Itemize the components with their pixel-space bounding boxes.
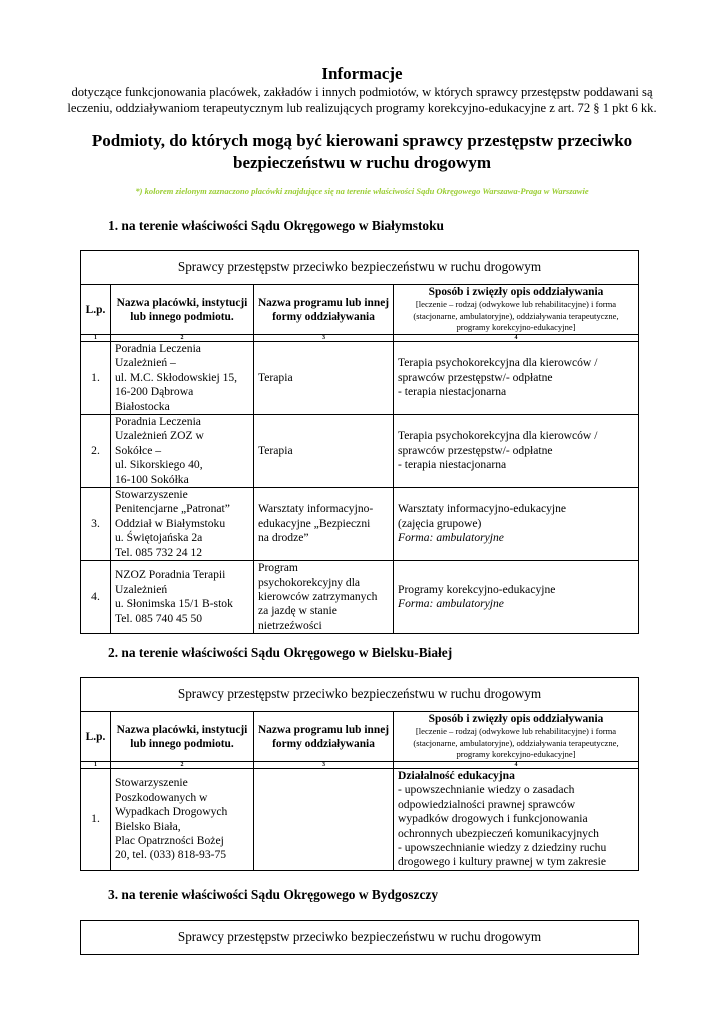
subtitle-line: dotyczące funkcjonowania placówek, zakładów i innych podmiotów, w których sprawcy przestępstw poddawani są (71, 85, 653, 99)
col-number: 4 (394, 762, 639, 769)
table-row (81, 769, 639, 871)
name-line: 20, tel. (033) 818-93-75 (115, 848, 227, 862)
program-line: na drodze” (258, 531, 309, 545)
name-line: Wypadkach Drogowych (115, 805, 228, 819)
table-bydgoszcz (80, 920, 639, 955)
method-heading: Działalność edukacyjna (398, 769, 515, 782)
row-lp: 1. (81, 342, 111, 415)
section-title-line: Podmioty, do których mogą być kierowani sprawcy przestępstw przeciwko (91, 131, 633, 150)
facility-name (111, 769, 254, 871)
table-bielsko (80, 677, 639, 871)
table-row (81, 561, 639, 634)
method-line: - upowszechnianie wiedzy o zasadach (398, 783, 575, 797)
col-header-method-title: Sposób i zwięzły opis oddziaływania (428, 713, 604, 726)
table-row (81, 415, 639, 488)
program-name (254, 488, 394, 561)
method-line: Terapia psychokorekcyjna dla kierowców / (398, 356, 598, 370)
method-description (394, 488, 639, 561)
method-line: odpowiedzialności prawnej sprawców (398, 797, 576, 811)
method-line: wypadków drogowych i funkcjonowania (398, 812, 588, 826)
table-caption: Sprawcy przestępstw przeciwko bezpieczeństwu w ruchu drogowym (81, 678, 639, 712)
color-legend-note: *) kolorem zielonym zaznaczono placówki znajdujące się na terenie właściwości Sądu Okręgowego Warszawa-Praga w Warszawie (135, 186, 589, 196)
program-line: Warsztaty informacyjno- (258, 502, 374, 516)
col-header-program: Nazwa programu lub innej formy oddziaływania (254, 285, 394, 335)
program-line: psychokorekcyjny dla (258, 575, 361, 589)
program-line: nietrzeźwości (258, 618, 322, 632)
program-name (254, 342, 394, 415)
name-line: Białostocka (115, 399, 170, 413)
col-header-lp: L.p. (81, 712, 111, 762)
subtitle-line: leczeniu, oddziaływaniom terapeutycznym lub realizujących programy korekcyjno-edukacyjne z art. 72 § 1 pkt 6 kk. (67, 101, 657, 115)
method-line: - terapia niestacjonarna (398, 385, 507, 399)
table-caption: Sprawcy przestępstw przeciwko bezpieczeństwu w ruchu drogowym (81, 921, 639, 955)
method-description (394, 342, 639, 415)
row-lp: 4. (81, 561, 111, 634)
row-lp: 3. (81, 488, 111, 561)
program-line: Program (258, 561, 298, 575)
name-line: u. Świętojańska 2a (115, 531, 203, 545)
row-lp: 1. (81, 769, 111, 871)
method-line: sprawców przestępstw/- odpłatne (398, 370, 553, 384)
col-header-name: Nazwa placówki, instytucji lub innego podmiotu. (111, 712, 254, 762)
name-line: Plac Opatrzności Bożej (115, 833, 224, 847)
method-line: - terapia niestacjonarna (398, 458, 507, 472)
name-line: ul. M.C. Skłodowskiej 15, (115, 370, 238, 384)
name-line: Poszkodowanych w (115, 790, 208, 804)
facility-name (111, 342, 254, 415)
table-bialystok (80, 250, 639, 634)
method-line: Terapia psychokorekcyjna dla kierowców / (398, 429, 598, 443)
name-line: ul. Sikorskiego 40, (115, 458, 203, 472)
method-line: ochronnych ubezpieczeń komunikacyjnych (398, 826, 599, 840)
facility-name (111, 561, 254, 634)
program-name (254, 415, 394, 488)
name-line: NZOZ Poradnia Terapii (115, 568, 226, 582)
method-line: sprawców przestępstw/- odpłatne (398, 443, 553, 457)
program-name (254, 769, 394, 871)
col-number: 1 (81, 335, 111, 342)
section-title-line: bezpieczeństwu w ruchu drogowym (233, 153, 491, 172)
name-line: Stowarzyszenie (115, 488, 188, 502)
name-line: Poradnia Leczenia (115, 415, 201, 429)
region-heading-bialystok: 1. na terenie właściwości Sądu Okręgowego w Białymstoku (108, 218, 445, 233)
name-line: u. Słonimska 15/1 B-stok (115, 597, 233, 611)
col-header-method (394, 712, 639, 762)
region-heading-bydgoszcz: 3. na terenie właściwości Sądu Okręgowego w Bydgoszczy (108, 887, 439, 902)
facility-name (111, 488, 254, 561)
program-line: edukacyjne „Bezpieczni (258, 516, 371, 530)
name-line: 16-200 Dąbrowa (115, 385, 194, 399)
method-description (394, 415, 639, 488)
name-line: Poradnia Leczenia (115, 342, 201, 355)
document-subtitle (0, 84, 724, 116)
method-line: Programy korekcyjno-edukacyjne (398, 582, 556, 596)
col-header-name: Nazwa placówki, instytucji lub innego podmiotu. (111, 285, 254, 335)
col-number: 3 (254, 335, 394, 342)
col-number: 2 (111, 335, 254, 342)
table-row (81, 488, 639, 561)
program-line: kierowców zatrzymanych (258, 589, 378, 603)
name-line: Sokółce – (115, 443, 162, 457)
name-line: 16-100 Sokółka (115, 472, 189, 486)
program-name (254, 561, 394, 634)
region-heading-bielsko: 2. na terenie właściwości Sądu Okręgowego w Bielsku-Białej (108, 645, 453, 660)
method-line: Warsztaty informacyjno-edukacyjne (398, 502, 567, 516)
col-number: 2 (111, 762, 254, 769)
section-title (0, 130, 724, 174)
method-description (394, 561, 639, 634)
method-line: - upowszechnianie wiedzy z dziedziny ruchu (398, 841, 607, 855)
row-lp: 2. (81, 415, 111, 488)
program-line: Terapia (258, 370, 293, 384)
name-line: Penitencjarne „Patronat” (115, 502, 230, 516)
name-line: Tel. 085 732 24 12 (115, 545, 203, 559)
col-header-program: Nazwa programu lub innej formy oddziaływania (254, 712, 394, 762)
col-number: 1 (81, 762, 111, 769)
col-header-lp: L.p. (81, 285, 111, 335)
program-line: Terapia (258, 443, 293, 457)
col-header-method-title: Sposób i zwięzły opis oddziaływania (428, 286, 604, 299)
method-line: (zajęcia grupowe) (398, 516, 482, 530)
document-title: Informacje (321, 64, 403, 83)
facility-name (111, 415, 254, 488)
name-line: Tel. 085 740 45 50 (115, 611, 203, 625)
name-line: Uzależnień (115, 582, 168, 596)
table-caption: Sprawcy przestępstw przeciwko bezpieczeństwu w ruchu drogowym (81, 251, 639, 285)
method-line: drogowego i kultury prawnej w tym zakresie (398, 855, 606, 869)
col-number: 4 (394, 335, 639, 342)
name-line: Uzależnień ZOZ w (115, 429, 204, 443)
col-header-method-desc: [leczenie – rodzaj (odwykowe lub rehabilitacyjne) i forma (stacjonarne, ambulatoryjne), oddziaływania terapeutyczne, programy korekcyjno-edukacyjne] (413, 726, 619, 760)
method-description (394, 769, 639, 871)
method-form: Forma: ambulatoryjne (398, 597, 504, 611)
program-line: za jazdę w stanie (258, 604, 337, 618)
name-line: Bielsko Biała, (115, 819, 181, 833)
col-header-method (394, 285, 639, 335)
name-line: Stowarzyszenie (115, 776, 188, 790)
name-line: Uzależnień – (115, 356, 176, 370)
method-form: Forma: ambulatoryjne (398, 531, 504, 545)
name-line: Oddział w Białymstoku (115, 516, 226, 530)
table-row (81, 342, 639, 415)
col-header-method-desc: [leczenie – rodzaj (odwykowe lub rehabilitacyjne) i forma (stacjonarne, ambulatoryjne), oddziaływania terapeutyczne, programy korekcyjno-edukacyjne] (413, 299, 619, 333)
col-number: 3 (254, 762, 394, 769)
